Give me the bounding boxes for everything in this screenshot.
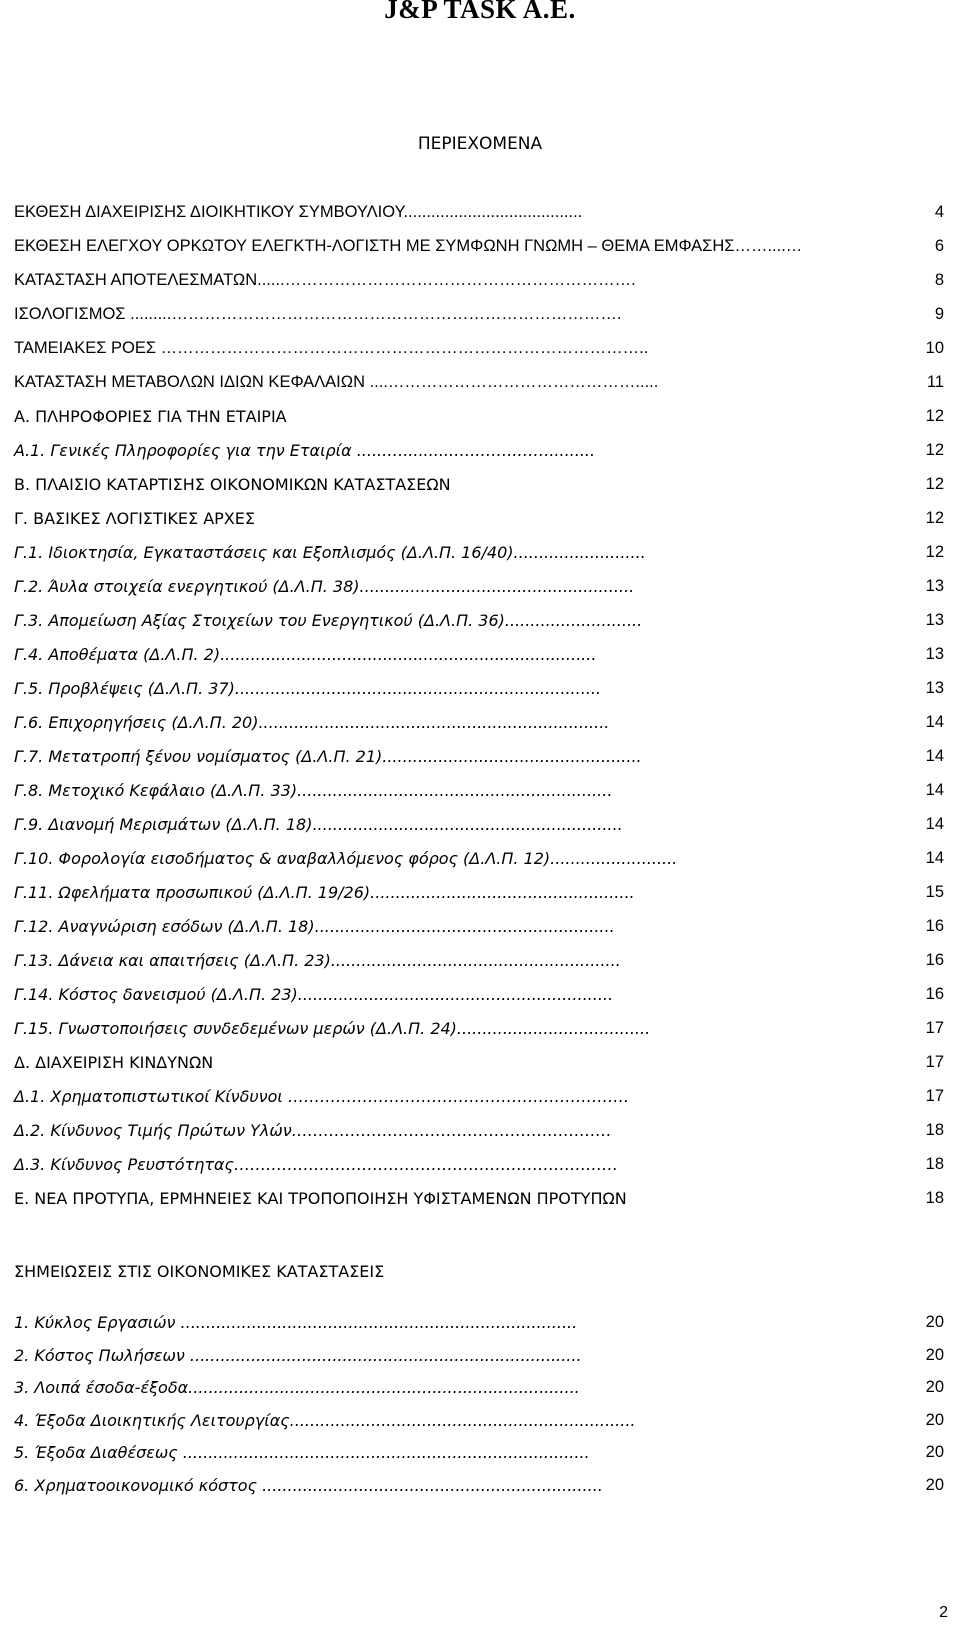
notes-list bbox=[14, 1305, 944, 1500]
toc-entry-page-number: 13 bbox=[925, 577, 944, 595]
note-entry-text: 4. Έξοδα Διοικητικής Λειτουργίας.................................................................... bbox=[14, 1410, 636, 1430]
toc-entry[interactable] bbox=[14, 671, 944, 705]
note-entry-page-number: 20 bbox=[925, 1475, 944, 1494]
toc-entry-text: Γ.1. Ιδιοκτησία, Εγκαταστάσεις και Εξοπλισμός (Δ.Λ.Π. 16/40).......................... bbox=[14, 543, 646, 562]
toc-entry-text: Γ.10. Φορολογία εισοδήματος & αναβαλλόμενος φόρος (Δ.Λ.Π. 12)......................... bbox=[14, 849, 678, 868]
note-entry-text: 5. Έξοδα Διαθέσεως ................................................................................ bbox=[14, 1443, 590, 1462]
toc-entry[interactable] bbox=[14, 535, 944, 569]
note-entry[interactable] bbox=[14, 1468, 944, 1501]
toc-entry-page-number: 13 bbox=[925, 611, 944, 629]
toc-entry-page-number: 4 bbox=[934, 203, 944, 221]
note-entry[interactable] bbox=[14, 1305, 944, 1338]
note-entry-text: 6. Χρηματοοικονομικό κόστος ................................................................... bbox=[14, 1475, 603, 1495]
note-entry-page-number: 20 bbox=[925, 1378, 944, 1396]
toc-entry-text: Α. ΠΛΗΡΟΦΟΡΙΕΣ ΓΙΑ ΤΗΝ ΕΤΑΙΡΙΑ bbox=[14, 407, 287, 426]
toc-entry-page-number: 11 bbox=[926, 373, 944, 391]
note-entry-text: 2. Κόστος Πωλήσεων ............................................................................. bbox=[14, 1345, 582, 1365]
toc-entry-text: Δ.2. Κίνδυνος Τιμής Πρώτων Υλών…………………………………………………… bbox=[14, 1121, 612, 1140]
toc-entry[interactable] bbox=[14, 773, 944, 807]
toc-entry[interactable] bbox=[14, 603, 944, 637]
toc-entry-page-number: 6 bbox=[934, 237, 944, 255]
toc-entry-page-number: 14 bbox=[925, 747, 944, 765]
toc-entry-page-number: 14 bbox=[925, 781, 944, 799]
toc-entry-text: Δ. ΔΙΑΧΕΙΡΙΣΗ ΚΙΝΔΥΝΩΝ bbox=[14, 1053, 214, 1072]
toc-entry[interactable] bbox=[14, 399, 944, 433]
toc-entry-text: Γ.4. Αποθέματα (Δ.Λ.Π. 2).......................................................................... bbox=[14, 645, 597, 664]
toc-entry-page-number: 18 bbox=[925, 1189, 944, 1207]
toc-entry-page-number: 15 bbox=[925, 883, 944, 901]
toc-entry-text: ΙΣΟΛΟΓΙΣΜΟΣ .........………………………………………………………………………. bbox=[14, 305, 622, 323]
toc-entry[interactable] bbox=[14, 705, 944, 739]
toc-entry-text: Ε. ΝΕΑ ΠΡΟΤΥΠΑ, ΕΡΜΗΝΕΙΕΣ ΚΑΙ ΤΡΟΠΟΠΟΙΗΣΗ ΥΦΙΣΤΑΜΕΝΩΝ ΠΡΟΤΥΠΩΝ bbox=[14, 1189, 627, 1208]
toc-entry-page-number: 12 bbox=[925, 441, 944, 459]
toc-entry-text: Γ.2. Άυλα στοιχεία ενεργητικού (Δ.Λ.Π. 38)...................................................... bbox=[14, 577, 635, 596]
toc-entry[interactable] bbox=[14, 433, 944, 467]
toc-entry-page-number: 8 bbox=[934, 271, 944, 289]
note-entry-text: 3. Λοιπά έσοδα-έξοδα............................................................................. bbox=[14, 1378, 580, 1397]
toc-entry-page-number: 16 bbox=[925, 985, 944, 1003]
toc-entry-text: Γ.8. Μετοχικό Κεφάλαιο (Δ.Λ.Π. 33).............................................................. bbox=[14, 781, 613, 800]
toc-entry[interactable] bbox=[14, 195, 944, 229]
toc-entry[interactable] bbox=[14, 229, 944, 263]
toc-entry-page-number: 14 bbox=[925, 849, 944, 867]
page-number: 2 bbox=[939, 1604, 948, 1621]
note-entry-page-number: 20 bbox=[925, 1410, 944, 1429]
table-of-contents-title: ΠΕΡΙΕΧΟΜΕΝΑ bbox=[417, 134, 543, 154]
toc-entry-page-number: 13 bbox=[925, 645, 944, 663]
toc-entry-text: Γ.6. Επιχορηγήσεις (Δ.Λ.Π. 20)..................................................................... bbox=[14, 713, 610, 732]
toc-entry[interactable] bbox=[14, 1113, 944, 1147]
note-entry-page-number: 20 bbox=[925, 1345, 944, 1364]
toc-entry-page-number: 12 bbox=[925, 543, 944, 561]
document-header-title: J&P TASK A.E. bbox=[384, 0, 576, 24]
toc-entry-text: Γ.11. Ωφελήματα προσωπικού (Δ.Λ.Π. 19/26).................................................... bbox=[14, 883, 635, 902]
toc-entry-text: ΕΚΘΕΣΗ ΕΛΕΓΧΟΥ ΟΡΚΩΤΟΥ ΕΛΕΓΚΤΗ-ΛΟΓΙΣΤΗ ΜΕ ΣΥΜΦΩΝΗ ΓΝΩΜΗ – ΘΕΜΑ ΕΜΦΑΣΗΣ……....… bbox=[14, 237, 803, 255]
table-of-contents bbox=[14, 195, 944, 1215]
toc-entry[interactable] bbox=[14, 841, 944, 875]
toc-entry-page-number: 16 bbox=[925, 917, 944, 935]
toc-entry[interactable] bbox=[14, 297, 944, 331]
toc-entry-text: Γ.3. Απομείωση Αξίας Στοιχείων του Ενεργητικού (Δ.Λ.Π. 36)........................... bbox=[14, 611, 643, 630]
toc-entry[interactable] bbox=[14, 637, 944, 671]
toc-entry[interactable] bbox=[14, 977, 944, 1011]
toc-entry-text: Δ.1. Χρηματοπιστωτικοί Κίνδυνοι ………………………………………………………. bbox=[14, 1087, 629, 1106]
note-entry-page-number: 20 bbox=[925, 1443, 944, 1461]
toc-entry-page-number: 9 bbox=[934, 305, 944, 323]
toc-entry-text: ΕΚΘΕΣΗ ΔΙΑΧΕΙΡΙΣΗΣ ΔΙΟΙΚΗΤΙΚΟΥ ΣΥΜΒΟΥΛΙΟΥ....................................... bbox=[14, 203, 583, 221]
toc-entry-text: Γ.7. Μετατροπή ξένου νομίσματος (Δ.Λ.Π. 21)................................................... bbox=[14, 747, 642, 766]
toc-entry[interactable] bbox=[14, 1011, 944, 1045]
note-entry-page-number: 20 bbox=[925, 1313, 944, 1331]
toc-entry-page-number: 12 bbox=[925, 407, 944, 425]
toc-entry[interactable] bbox=[14, 467, 944, 501]
toc-entry-page-number: 18 bbox=[925, 1155, 944, 1173]
toc-entry-text: Γ.15. Γνωστοποιήσεις συνδεδεμένων μερών (Δ.Λ.Π. 24)...................................... bbox=[14, 1019, 651, 1038]
toc-entry[interactable] bbox=[14, 263, 944, 297]
toc-entry[interactable] bbox=[14, 1181, 944, 1215]
note-entry-text: 1. Κύκλος Εργασιών .............................................................................. bbox=[14, 1313, 578, 1332]
note-entry[interactable] bbox=[14, 1435, 944, 1468]
note-entry[interactable] bbox=[14, 1370, 944, 1403]
toc-entry-text: ΚΑΤΑΣΤΑΣΗ ΜΕΤΑΒΟΛΩΝ ΙΔΙΩΝ ΚΕΦΑΛΑΙΩΝ ....………………………………………..... bbox=[14, 373, 659, 391]
toc-entry-text: Δ.3. Κίνδυνος Ρευστότητας……………………………………………………………… bbox=[14, 1155, 618, 1174]
toc-entry-page-number: 17 bbox=[925, 1053, 944, 1071]
toc-entry-text: Γ.14. Κόστος δανεισμού (Δ.Λ.Π. 23).............................................................. bbox=[14, 985, 614, 1004]
toc-entry-text: Γ.9. Διανομή Μερισμάτων (Δ.Λ.Π. 18)............................................................. bbox=[14, 815, 623, 834]
toc-entry[interactable] bbox=[14, 331, 944, 365]
toc-entry-page-number: 10 bbox=[925, 339, 944, 357]
notes-section-title: ΣΗΜΕΙΩΣΕΙΣ ΣΤΙΣ ΟΙΚΟΝΟΜΙΚΕΣ ΚΑΤΑΣΤΑΣΕΙΣ bbox=[14, 1262, 385, 1281]
toc-entry-page-number: 14 bbox=[925, 713, 944, 731]
toc-entry-page-number: 17 bbox=[925, 1087, 944, 1105]
toc-entry[interactable] bbox=[14, 1079, 944, 1113]
toc-entry-page-number: 12 bbox=[925, 509, 944, 527]
toc-entry[interactable] bbox=[14, 365, 944, 399]
toc-entry-page-number: 14 bbox=[925, 815, 944, 833]
toc-entry-text: Γ.12. Αναγνώριση εσόδων (Δ.Λ.Π. 18)........................................................... bbox=[14, 917, 615, 936]
toc-entry[interactable] bbox=[14, 569, 944, 603]
note-entry[interactable] bbox=[14, 1403, 944, 1436]
note-entry[interactable] bbox=[14, 1338, 944, 1371]
toc-entry-text: ΚΑΤΑΣΤΑΣΗ ΑΠΟΤΕΛΕΣΜΑΤΩΝ......………………………………………………………. bbox=[14, 271, 636, 289]
toc-entry-page-number: 16 bbox=[925, 951, 944, 969]
toc-entry-page-number: 13 bbox=[925, 679, 944, 697]
toc-entry-page-number: 12 bbox=[925, 475, 944, 493]
toc-entry[interactable] bbox=[14, 943, 944, 977]
toc-entry[interactable] bbox=[14, 739, 944, 773]
toc-entry-page-number: 17 bbox=[925, 1019, 944, 1037]
toc-entry[interactable] bbox=[14, 875, 944, 909]
toc-entry[interactable] bbox=[14, 807, 944, 841]
toc-entry[interactable] bbox=[14, 909, 944, 943]
toc-entry-text: Β. ΠΛΑΙΣΙΟ ΚΑΤΑΡΤΙΣΗΣ ΟΙΚΟΝΟΜΙΚΩΝ ΚΑΤΑΣΤΑΣΕΩΝ bbox=[14, 475, 451, 494]
toc-entry[interactable] bbox=[14, 1045, 944, 1079]
toc-entry-text: Γ.5. Προβλέψεις (Δ.Λ.Π. 37)........................................................................ bbox=[14, 679, 602, 698]
toc-entry-text: Α.1. Γενικές Πληροφορίες για την Εταιρία ......…..........….……..……......... bbox=[14, 441, 596, 460]
toc-entry[interactable] bbox=[14, 501, 944, 535]
toc-entry-text: ΤΑΜΕΙΑΚΕΣ ΡΟΕΣ …………………………………………………………………………….. bbox=[14, 339, 649, 357]
toc-entry-text: Γ. ΒΑΣΙΚΕΣ ΛΟΓΙΣΤΙΚΕΣ ΑΡΧΕΣ bbox=[14, 509, 255, 528]
toc-entry-text: Γ.13. Δάνεια και απαιτήσεις (Δ.Λ.Π. 23)......................................................... bbox=[14, 951, 621, 970]
toc-entry-page-number: 18 bbox=[925, 1121, 944, 1139]
toc-entry[interactable] bbox=[14, 1147, 944, 1181]
